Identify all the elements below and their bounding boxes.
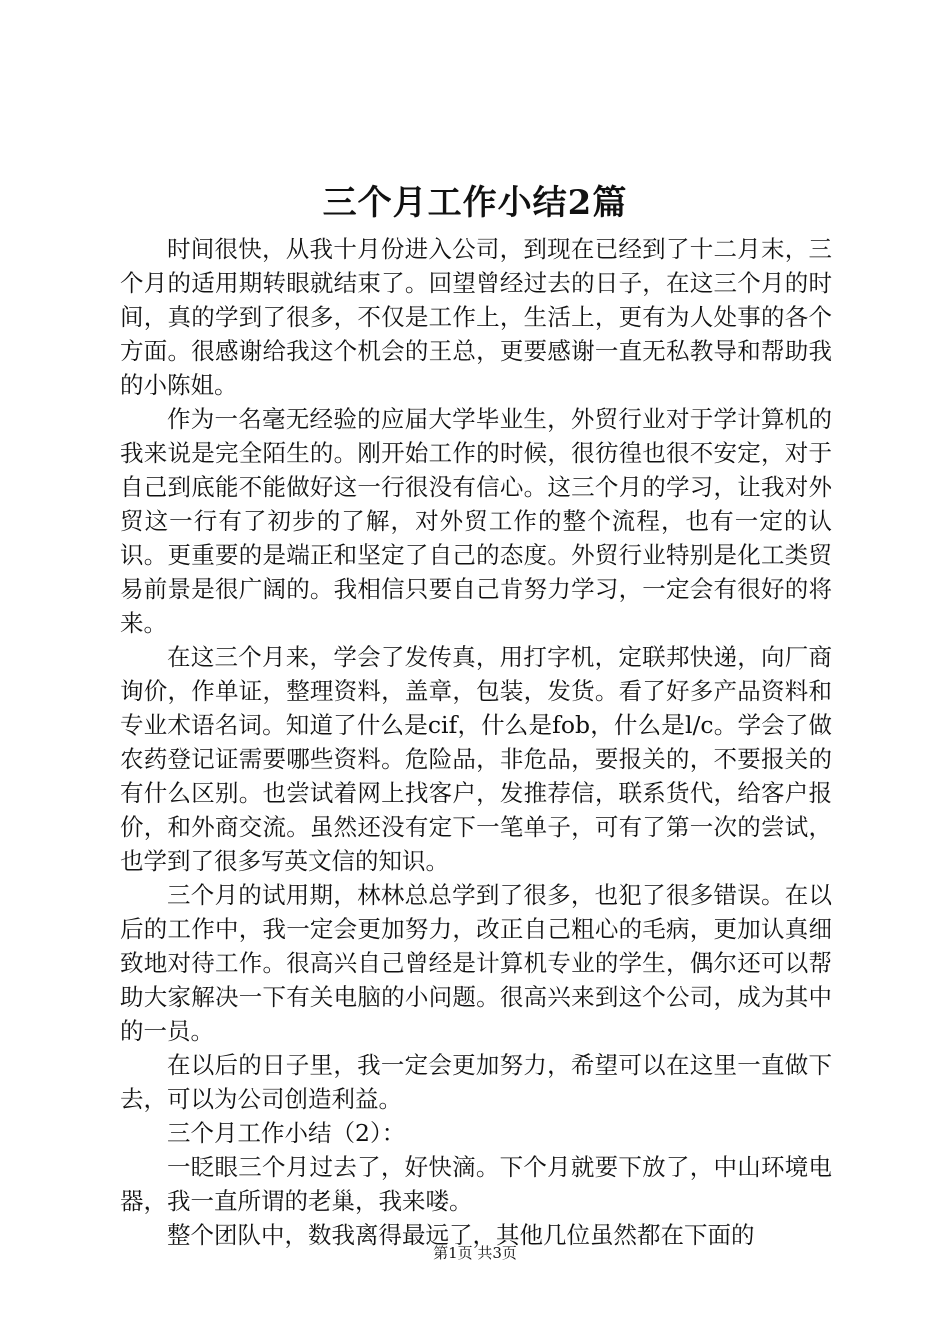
paragraph: 在这三个月来，学会了发传真，用打字机，定联邦快递，向厂商询价，作单证，整理资料，盖章，包装，发货。看了好多产品资料和专业术语名词。知道了什么是cif，什么是fob，什么是l/c。学会了做农药登记证需要哪些资料。危险品，非危品，要报关的，不要报关的有什么区别。也尝试着网上找客户，发推荐信，联系货代，给客户报价，和外商交流。虽然还没有定下一笔单子，可有了第一次的尝试，也学到了很多写英文信的知识。 bbox=[120, 643, 832, 875]
paragraph: 在以后的日子里，我一定会更加努力，希望可以在这里一直做下去，可以为公司创造利益。 bbox=[120, 1051, 832, 1113]
section-heading: 三个月工作小结（2）： bbox=[167, 1119, 406, 1147]
document-title: 三个月工作小结2篇 bbox=[322, 183, 628, 223]
page-footer: 第1页 共3页 bbox=[433, 1244, 517, 1262]
paragraph: 作为一名毫无经验的应届大学毕业生，外贸行业对于学计算机的我来说是完全陌生的。刚开始工作的时候，很彷徨也很不安定，对于自己到底能不能做好这一行很没有信心。这三个月的学习，让我对外贸这一行有了初步的了解，对外贸工作的整个流程，也有一定的认识。更重要的是端正和坚定了自己的态度。外贸行业特别是化工类贸易前景是很广阔的。我相信只要自己肯努力学习，一定会有很好的将来。 bbox=[120, 405, 832, 637]
paragraph: 一眨眼三个月过去了，好快滴。下个月就要下放了，中山环境电器，我一直所谓的老巢，我来喽。 bbox=[120, 1153, 832, 1215]
document-body bbox=[120, 232, 832, 1252]
paragraph: 整个团队中，数我离得最远了，其他几位虽然都在下面的 bbox=[167, 1221, 755, 1249]
paragraph: 时间很快，从我十月份进入公司，到现在已经到了十二月末，三个月的适用期转眼就结束了。回望曾经过去的日子，在这三个月的时间，真的学到了很多，不仅是工作上，生活上，更有为人处事的各个方面。很感谢给我这个机会的王总，更要感谢一直无私教导和帮助我的小陈姐。 bbox=[120, 235, 832, 399]
paragraph: 三个月的试用期，林林总总学到了很多，也犯了很多错误。在以后的工作中，我一定会更加努力，改正自己粗心的毛病，更加认真细致地对待工作。很高兴自己曾经是计算机专业的学生，偶尔还可以帮助大家解决一下有关电脑的小问题。很高兴来到这个公司，成为其中的一员。 bbox=[120, 881, 832, 1045]
